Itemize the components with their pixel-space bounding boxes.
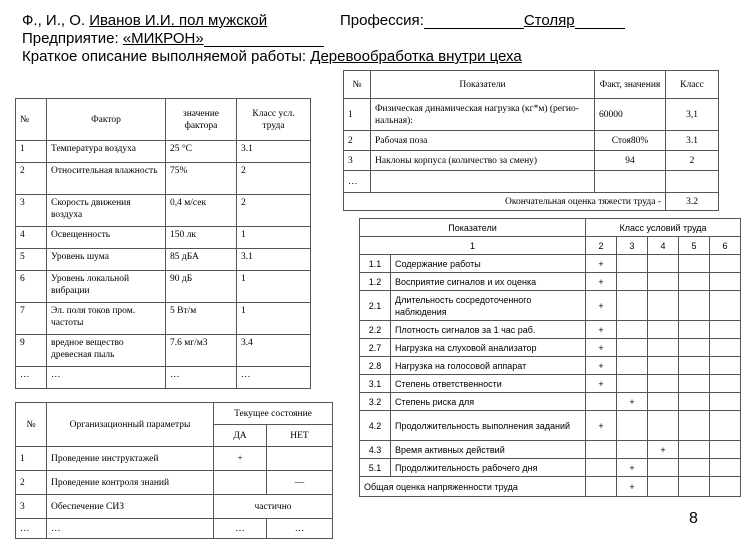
row-number: 3.1 bbox=[360, 375, 391, 393]
col-header: Показатели bbox=[371, 71, 595, 99]
table-row bbox=[344, 151, 719, 171]
mark-cell: + bbox=[586, 291, 617, 321]
cell: Скорость движения воздуха bbox=[47, 195, 166, 227]
table-row bbox=[360, 411, 741, 441]
col-header: Организационный параметры bbox=[47, 403, 214, 447]
row-indicator: Длительность сосредоточенного наблюдения bbox=[391, 291, 586, 321]
table-subheader-row bbox=[360, 237, 741, 255]
cell: Уровень шума bbox=[47, 249, 166, 271]
table-row bbox=[360, 375, 741, 393]
row-number: 2.2 bbox=[360, 321, 391, 339]
table-row bbox=[16, 195, 311, 227]
mark-cell bbox=[617, 411, 648, 441]
cell: Температура воздуха bbox=[47, 141, 166, 163]
row-number: 2.8 bbox=[360, 357, 391, 375]
mark-cell bbox=[710, 321, 741, 339]
mark-cell bbox=[710, 291, 741, 321]
row-indicator: Нагрузка на слуховой анализатор bbox=[391, 339, 586, 357]
table-row bbox=[360, 291, 741, 321]
mark-cell bbox=[586, 459, 617, 477]
cell: 6 bbox=[16, 271, 47, 303]
table-row bbox=[16, 367, 311, 389]
cell: 85 дБА bbox=[166, 249, 237, 271]
final-score-value: 3.2 bbox=[666, 193, 719, 211]
col-header: Текущее состояние bbox=[214, 403, 333, 425]
col-header-indicators: Показатели bbox=[360, 219, 586, 237]
factors-table bbox=[15, 98, 311, 389]
table-header-row bbox=[344, 71, 719, 99]
table-row bbox=[360, 459, 741, 477]
class-col: 3 bbox=[617, 237, 648, 255]
table-row bbox=[16, 447, 333, 471]
cell: … bbox=[214, 519, 267, 539]
mark-cell bbox=[617, 273, 648, 291]
cell: Физическая динамическая нагрузка (кг*м) (регио-нальная): bbox=[371, 99, 595, 131]
table-header-row bbox=[360, 219, 741, 237]
table-row bbox=[360, 273, 741, 291]
cell: 25 °С bbox=[166, 141, 237, 163]
cell: … bbox=[47, 519, 214, 539]
cell bbox=[666, 171, 719, 193]
table-row bbox=[16, 163, 311, 195]
mark-cell bbox=[679, 441, 710, 459]
class-col: 5 bbox=[679, 237, 710, 255]
col-header: Фактор bbox=[47, 99, 166, 141]
col-number: 1 bbox=[360, 237, 586, 255]
mark-cell: + bbox=[586, 255, 617, 273]
row-indicator: Степень ответственности bbox=[391, 375, 586, 393]
mark-cell bbox=[648, 459, 679, 477]
cell: вредное вещество древесная пыль bbox=[47, 335, 166, 367]
cell: … bbox=[237, 367, 311, 389]
table-row bbox=[16, 249, 311, 271]
mark-cell: + bbox=[586, 339, 617, 357]
work-label: Краткое описание выполняемой работы: bbox=[22, 48, 307, 65]
cell: 3 bbox=[344, 151, 371, 171]
row-number: 5.1 bbox=[360, 459, 391, 477]
col-header: № bbox=[344, 71, 371, 99]
cell: 90 дБ bbox=[166, 271, 237, 303]
cell: 2 bbox=[16, 471, 47, 495]
col-header-class: Класс условий труда bbox=[586, 219, 741, 237]
cell: 2 bbox=[237, 163, 311, 195]
mark-cell bbox=[679, 411, 710, 441]
cell: 2 bbox=[16, 163, 47, 195]
cell: частично bbox=[214, 495, 333, 519]
name-prefix: Ф., И., О. bbox=[22, 12, 86, 29]
table-row bbox=[16, 227, 311, 249]
mark-cell bbox=[710, 255, 741, 273]
table-row bbox=[344, 171, 719, 193]
row-number: 4.2 bbox=[360, 411, 391, 441]
cell: Проведение контроля знаний bbox=[47, 471, 214, 495]
enterprise-label: Предприятие: bbox=[22, 30, 119, 47]
mark-cell bbox=[617, 321, 648, 339]
mark-cell bbox=[648, 477, 679, 497]
cell: 3.1 bbox=[237, 141, 311, 163]
cell: Уровень локальной вибрации bbox=[47, 271, 166, 303]
mark-cell bbox=[710, 411, 741, 441]
table-row bbox=[360, 255, 741, 273]
mark-cell bbox=[648, 375, 679, 393]
cell: 94 bbox=[595, 151, 666, 171]
table-row bbox=[344, 99, 719, 131]
mark-cell bbox=[679, 477, 710, 497]
cell: 60000 bbox=[595, 99, 666, 131]
col-header: значение фактора bbox=[166, 99, 237, 141]
final-score-label: Окончательная оценка тяжести труда - bbox=[344, 193, 666, 211]
table-row bbox=[344, 131, 719, 151]
mark-cell: + bbox=[617, 459, 648, 477]
cell: Проведение инструктажей bbox=[47, 447, 214, 471]
cell: 1 bbox=[16, 447, 47, 471]
table-header-row bbox=[16, 403, 333, 425]
enterprise-line bbox=[22, 30, 324, 47]
row-number: 3.2 bbox=[360, 393, 391, 411]
heaviness-table bbox=[343, 70, 719, 211]
profession-value: Столяр bbox=[523, 12, 575, 29]
table-row bbox=[16, 471, 333, 495]
cell: 150 лк bbox=[166, 227, 237, 249]
col-header: № bbox=[16, 403, 47, 447]
mark-cell bbox=[679, 459, 710, 477]
col-header: Класс bbox=[666, 71, 719, 99]
table-row bbox=[360, 441, 741, 459]
cell: Стоя80% bbox=[595, 131, 666, 151]
mark-cell bbox=[617, 375, 648, 393]
mark-cell bbox=[617, 357, 648, 375]
table-row bbox=[360, 321, 741, 339]
mark-cell bbox=[679, 321, 710, 339]
mark-cell bbox=[648, 273, 679, 291]
mark-cell bbox=[710, 393, 741, 411]
tension-table bbox=[359, 218, 741, 497]
cell: … bbox=[16, 367, 47, 389]
mark-cell bbox=[648, 291, 679, 321]
cell bbox=[267, 447, 333, 471]
table-header-row bbox=[16, 99, 311, 141]
table-row bbox=[360, 357, 741, 375]
page-number: 8 bbox=[689, 510, 698, 527]
profession-label: Профессия: bbox=[340, 12, 424, 29]
mark-cell: + bbox=[586, 375, 617, 393]
mark-cell bbox=[710, 459, 741, 477]
cell: 3.1 bbox=[237, 249, 311, 271]
mark-cell bbox=[648, 357, 679, 375]
mark-cell bbox=[648, 411, 679, 441]
cell bbox=[371, 171, 595, 193]
class-col: 4 bbox=[648, 237, 679, 255]
cell: 5 Вт/м bbox=[166, 303, 237, 335]
row-number: 4.3 bbox=[360, 441, 391, 459]
mark-cell: + bbox=[586, 321, 617, 339]
mark-cell: + bbox=[586, 273, 617, 291]
row-indicator: Время активных действий bbox=[391, 441, 586, 459]
table-row bbox=[16, 335, 311, 367]
mark-cell bbox=[710, 273, 741, 291]
cell bbox=[214, 471, 267, 495]
final-score-row bbox=[344, 193, 719, 211]
mark-cell bbox=[710, 441, 741, 459]
cell: 3.1 bbox=[666, 131, 719, 151]
mark-cell bbox=[679, 375, 710, 393]
mark-cell bbox=[679, 339, 710, 357]
mark-cell bbox=[617, 441, 648, 459]
cell: 75% bbox=[166, 163, 237, 195]
cell: — bbox=[267, 471, 333, 495]
work-value: Деревообработка внутри цеха bbox=[310, 48, 522, 65]
cell: Наклоны корпуса (количество за смену) bbox=[371, 151, 595, 171]
cell: 3.4 bbox=[237, 335, 311, 367]
row-indicator: Продолжительность рабочего дня bbox=[391, 459, 586, 477]
cell: 3 bbox=[16, 495, 47, 519]
cell: 1 bbox=[16, 141, 47, 163]
row-indicator: Плотность сигналов за 1 час раб. bbox=[391, 321, 586, 339]
mark-cell bbox=[586, 393, 617, 411]
table-row bbox=[360, 339, 741, 357]
table-row bbox=[16, 271, 311, 303]
cell: Обеспечение СИЗ bbox=[47, 495, 214, 519]
mark-cell bbox=[679, 255, 710, 273]
row-indicator: Восприятие сигналов и их оценка bbox=[391, 273, 586, 291]
table-row bbox=[16, 495, 333, 519]
cell: 1 bbox=[237, 271, 311, 303]
work-description-line bbox=[22, 48, 522, 65]
col-header: Факт, значения bbox=[595, 71, 666, 99]
mark-cell bbox=[679, 273, 710, 291]
table-row bbox=[16, 141, 311, 163]
mark-cell bbox=[586, 441, 617, 459]
row-number: 1.2 bbox=[360, 273, 391, 291]
mark-cell bbox=[679, 357, 710, 375]
cell: 2 bbox=[666, 151, 719, 171]
col-header: Класс усл. труда bbox=[237, 99, 311, 141]
cell: + bbox=[214, 447, 267, 471]
row-indicator: Нагрузка на голосовой аппарат bbox=[391, 357, 586, 375]
row-number: 2.1 bbox=[360, 291, 391, 321]
mark-cell: + bbox=[586, 411, 617, 441]
cell: 4 bbox=[16, 227, 47, 249]
mark-cell bbox=[679, 291, 710, 321]
mark-cell: + bbox=[617, 477, 648, 497]
cell: Освещенность bbox=[47, 227, 166, 249]
class-col: 6 bbox=[710, 237, 741, 255]
cell: 1 bbox=[237, 227, 311, 249]
mark-cell bbox=[648, 393, 679, 411]
mark-cell bbox=[586, 477, 617, 497]
mark-cell bbox=[648, 321, 679, 339]
employee-name: Иванов И.И. пол мужской bbox=[89, 12, 268, 29]
cell: Относительная влажность bbox=[47, 163, 166, 195]
mark-cell: + bbox=[648, 441, 679, 459]
cell: … bbox=[267, 519, 333, 539]
mark-cell bbox=[648, 339, 679, 357]
mark-cell bbox=[648, 255, 679, 273]
mark-cell bbox=[710, 375, 741, 393]
table-row bbox=[16, 519, 333, 539]
total-label: Общая оценка напряженности труда bbox=[360, 477, 586, 497]
cell: 3,1 bbox=[666, 99, 719, 131]
row-number: 2.7 bbox=[360, 339, 391, 357]
row-indicator: Степень риска для bbox=[391, 393, 586, 411]
cell: … bbox=[344, 171, 371, 193]
cell: 0,4 м/сек bbox=[166, 195, 237, 227]
org-params-table bbox=[15, 402, 333, 539]
cell: 1 bbox=[344, 99, 371, 131]
cell: … bbox=[166, 367, 237, 389]
enterprise-value: «МИКРОН» bbox=[122, 30, 204, 47]
cell bbox=[595, 171, 666, 193]
cell: 2 bbox=[344, 131, 371, 151]
cell: 2 bbox=[237, 195, 311, 227]
total-row bbox=[360, 477, 741, 497]
cell: 1 bbox=[237, 303, 311, 335]
cell: 7.6 мг/м3 bbox=[166, 335, 237, 367]
cell: … bbox=[16, 519, 47, 539]
mark-cell: + bbox=[586, 357, 617, 375]
table-row bbox=[16, 303, 311, 335]
col-header-yes: ДА bbox=[214, 425, 267, 447]
table-row bbox=[360, 393, 741, 411]
mark-cell bbox=[710, 339, 741, 357]
row-number: 1.1 bbox=[360, 255, 391, 273]
header-name-line bbox=[22, 12, 267, 29]
cell: … bbox=[47, 367, 166, 389]
cell: Эл. поля токов пром. частоты bbox=[47, 303, 166, 335]
mark-cell bbox=[617, 291, 648, 321]
mark-cell bbox=[679, 393, 710, 411]
mark-cell bbox=[617, 339, 648, 357]
mark-cell bbox=[710, 357, 741, 375]
mark-cell: + bbox=[617, 393, 648, 411]
mark-cell bbox=[617, 255, 648, 273]
row-indicator: Содержание работы bbox=[391, 255, 586, 273]
cell: 7 bbox=[16, 303, 47, 335]
row-indicator: Продолжительность выполнения заданий bbox=[391, 411, 586, 441]
cell: 5 bbox=[16, 249, 47, 271]
cell: 3 bbox=[16, 195, 47, 227]
mark-cell bbox=[710, 477, 741, 497]
profession-line bbox=[340, 12, 625, 29]
cell: Рабочая поза bbox=[371, 131, 595, 151]
class-col: 2 bbox=[586, 237, 617, 255]
col-header-no: НЕТ bbox=[267, 425, 333, 447]
cell: 9 bbox=[16, 335, 47, 367]
col-header: № bbox=[16, 99, 47, 141]
